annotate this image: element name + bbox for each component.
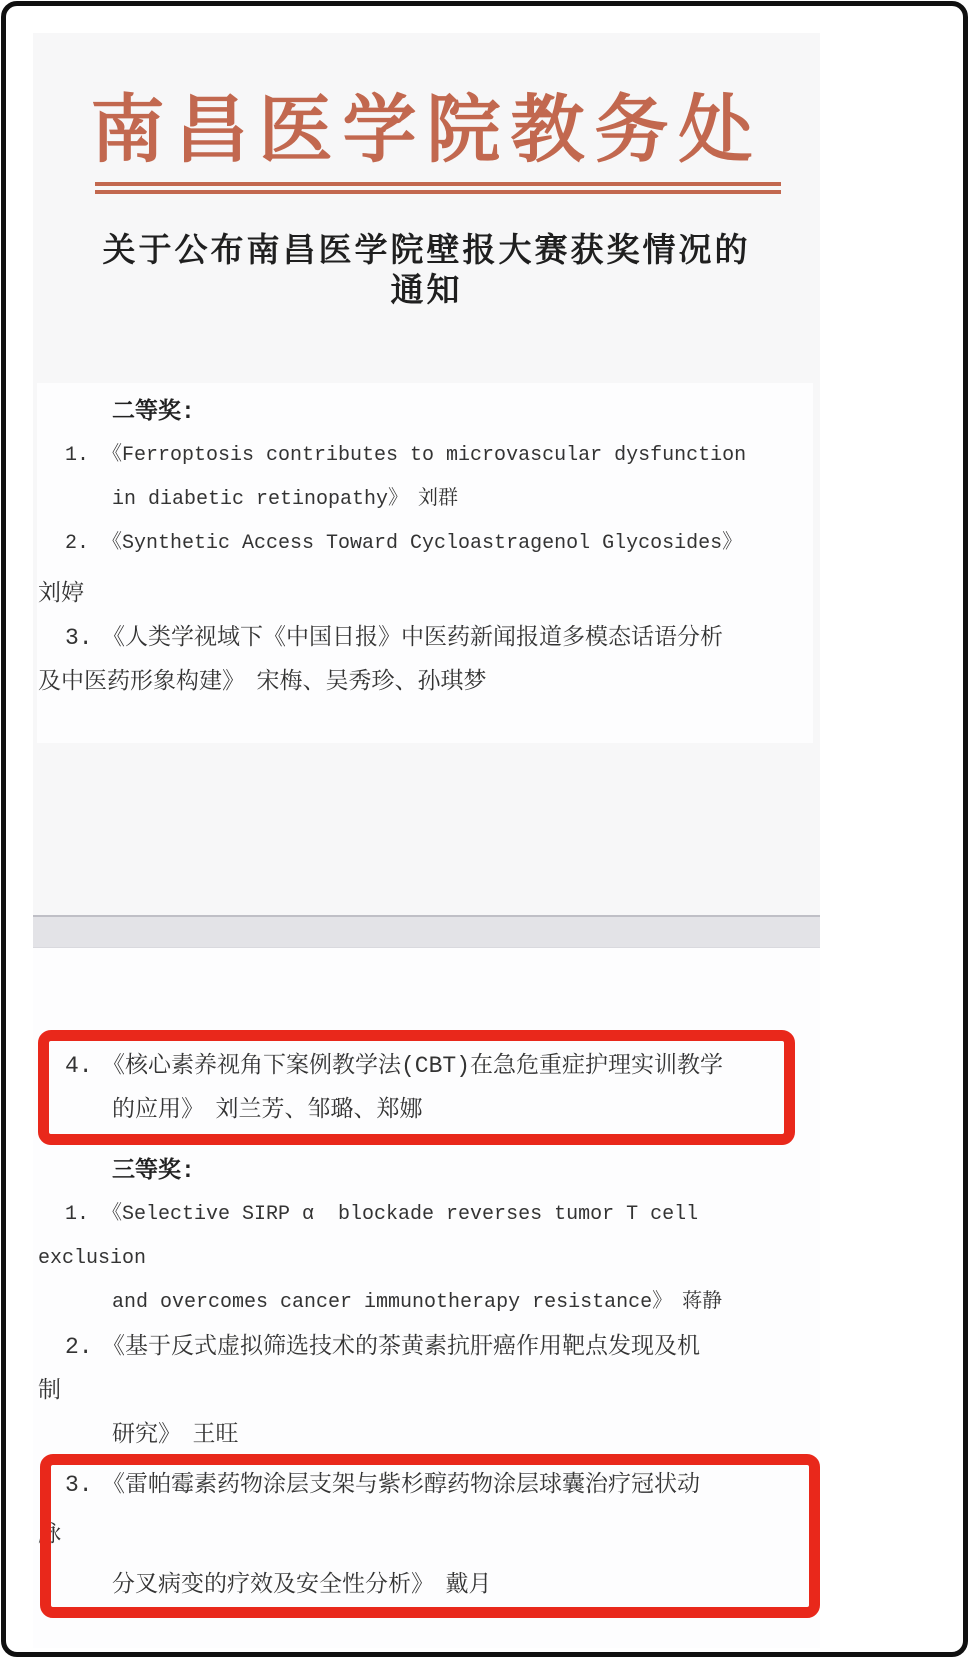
award-text: 《人类学视域下《中国日报》中医药新闻报道多模态话语分析 (102, 625, 723, 651)
third-prize-heading: 三等奖: (112, 1158, 195, 1184)
award-text: 《Selective SIRP α blockade reverses tumor T cell (102, 1203, 699, 1226)
document-page-2 (33, 948, 820, 1648)
award-line: 刘婷 (38, 581, 84, 607)
award-line (37, 442, 813, 486)
notice-title-line2: 通知 (390, 273, 463, 309)
award-number: 1. (65, 444, 90, 467)
award-line: and overcomes cancer immunotherapy resistance》 蒋静 (112, 1291, 723, 1314)
award-number: 2. (65, 532, 90, 555)
award-number: 1. (65, 1203, 90, 1226)
award-line: in diabetic retinopathy》 刘群 (112, 488, 459, 511)
second-prize-heading: 二等奖: (112, 399, 195, 425)
award-line: 脉 (38, 1522, 61, 1548)
award-text: 《基于反式虚拟筛选技术的茶黄素抗肝癌作用靶点发现及机 (102, 1334, 700, 1360)
page-separator-band (33, 915, 820, 948)
org-header: 南昌医学院教务处 (90, 90, 763, 172)
second-prize-list (37, 383, 813, 712)
award-line: 研究》 王旺 (112, 1422, 239, 1448)
second-prize-card (37, 383, 813, 743)
award-number: 3. (65, 625, 93, 651)
award-number: 3. (65, 1472, 93, 1498)
award-line (37, 1333, 820, 1377)
award-line (37, 1471, 820, 1515)
header-rule-bottom (95, 190, 781, 194)
award-line: exclusion (38, 1247, 147, 1270)
award-text: 《核心素养视角下案例教学法(CBT)在急危重症护理实训教学 (102, 1053, 724, 1079)
award-line (37, 624, 813, 668)
document-page-1 (33, 33, 820, 915)
award-number: 4. (65, 1053, 93, 1079)
award-line: 的应用》 刘兰芳、邹璐、郑娜 (112, 1097, 423, 1123)
award-text: 《Ferroptosis contributes to microvascular dysfunction (102, 444, 747, 467)
award-line: 分叉病变的疗效及安全性分析》 戴月 (112, 1572, 492, 1598)
award-line: 制 (38, 1378, 61, 1404)
award-line (37, 1052, 820, 1096)
notice-title (33, 231, 820, 311)
award-line (37, 530, 813, 574)
third-prize-list (33, 948, 820, 1615)
notice-title-line1: 关于公布南昌医学院壁报大赛获奖情况的 (102, 233, 751, 269)
award-line: 及中医药形象构建》 宋梅、吴秀珍、孙琪梦 (38, 669, 487, 695)
award-text: 《Synthetic Access Toward Cycloastragenol Glycosides》 (102, 532, 743, 555)
award-number: 2. (65, 1334, 93, 1360)
award-text: 《雷帕霉素药物涂层支架与紫杉醇药物涂层球囊治疗冠状动 (102, 1472, 700, 1498)
award-line (37, 1201, 820, 1245)
header-rule-top (95, 182, 781, 186)
